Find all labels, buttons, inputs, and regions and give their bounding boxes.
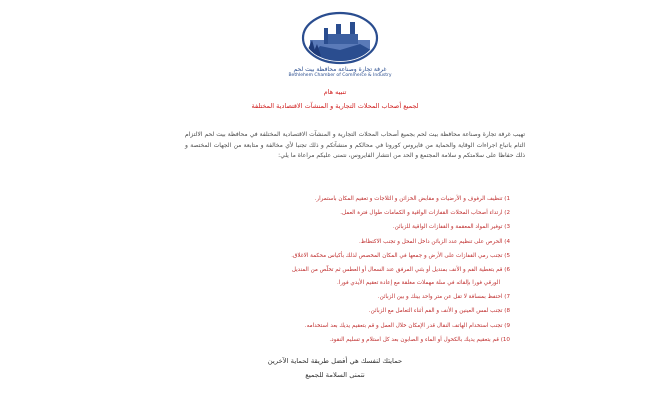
closing-slogan: حمايتك لنفسك هي أفضل طريقة لحماية الآخرين [267, 357, 403, 365]
item-text-continuation: الورقي فورا بإلقائه في سلة مهملات مغلقة مع إعادة تعقيم الأيدي فورا. [337, 279, 500, 286]
item-number: 8) [504, 308, 510, 315]
item-number: 3) [504, 224, 510, 231]
list-item [200, 294, 510, 301]
closing-wish: نتمنى السلامة للجميع [305, 371, 365, 379]
item-number: 7) [504, 294, 510, 301]
item-text: تنظيف الرفوف و الأرضيات و مقابض الخزائن و الثلاجات و تعقيم المكان باستمرار. [314, 196, 503, 202]
list-item [200, 337, 510, 344]
list-item [200, 210, 510, 217]
notice-subtitle: لجميع أصحاب المحلات التجارية و المنشآت الاقتصادية المختلفة [251, 102, 419, 110]
list-item [200, 196, 510, 203]
item-text: تجنب رمي القفازات على الأرض و جمعها في المكان المخصص لذلك بأكياس محكمة الاغلاق. [291, 252, 503, 259]
bethlehem-skyline-icon [300, 10, 380, 66]
item-number: 5) [504, 252, 510, 259]
list-item [200, 308, 510, 315]
list-item [200, 239, 510, 246]
item-number: 4) [504, 238, 510, 245]
item-number: 10) [500, 336, 510, 343]
item-text: تجنب استخدام الهاتف النقال قدر الإمكان خلال العمل و قم بتعقيم يديك بعد استخدامه. [304, 322, 503, 329]
intro-paragraph: تهيب غرفة تجارة وصناعة محافظة بيت لحم بجميع أصحاب المحلات التجارية و المنشآت الاقتصادية المختلفة في محافظة بيت لحم الالتزام التام باتباع اجراءات الوقاية والحماية من فايروس كورونا في محالكم و منشآتكم و ذلك تجنبا لأي مخالفة و متابعة من الجهات المختصة و ذلك حفاظا على سلامتكم و سلامة المجتمع و الحد من انتشار الفايروس، نتمنى عليكم مراعاة ما يلي: [185, 131, 525, 159]
item-text: ارتداء أصحاب المحلات القفازات الواقية و الكمامات طوال فترة العمل. [340, 210, 503, 217]
list-item [200, 323, 510, 330]
item-number: 6) [504, 266, 510, 273]
item-text: احتفظ بمسافة لا تقل عن متر واحد بينك و بين الزبائن. [377, 294, 503, 301]
instructions-list [200, 196, 510, 351]
item-text: قم بتعقيم يديك بالكحول أو الماء و الصابون بعد كل استلام و تسليم النقود. [329, 336, 499, 343]
list-item [200, 253, 510, 260]
chamber-name-english: Bethlehem Chamber of Commerce & Industry [288, 73, 392, 78]
list-item [200, 267, 510, 287]
item-number: 1) [504, 196, 510, 202]
item-text: الحرص على تنظيم عدد الزبائن داخل المحل و تجنب الاكتظاظ. [358, 238, 503, 245]
item-text: قم بتغطية الفم و الأنف بمنديل أو بثني المرفق عند السعال أو العطس ثم تخلّص من المنديل [291, 266, 503, 273]
notice-title: تنبيه هام [323, 88, 347, 96]
chamber-logo-emblem [300, 10, 380, 66]
item-number: 2) [504, 210, 510, 217]
list-item [200, 224, 510, 231]
chamber-name-arabic: غرفة تجارة وصناعة محافظة بيت لحم [293, 66, 387, 73]
item-text: تجنب لمس العينين و الأنف و الفم أثناء التعامل مع الزبائن. [368, 308, 503, 315]
item-text: توفير المواد المعقمة و القفازات الواقية للزبائن. [392, 224, 503, 231]
item-number: 9) [504, 322, 510, 329]
